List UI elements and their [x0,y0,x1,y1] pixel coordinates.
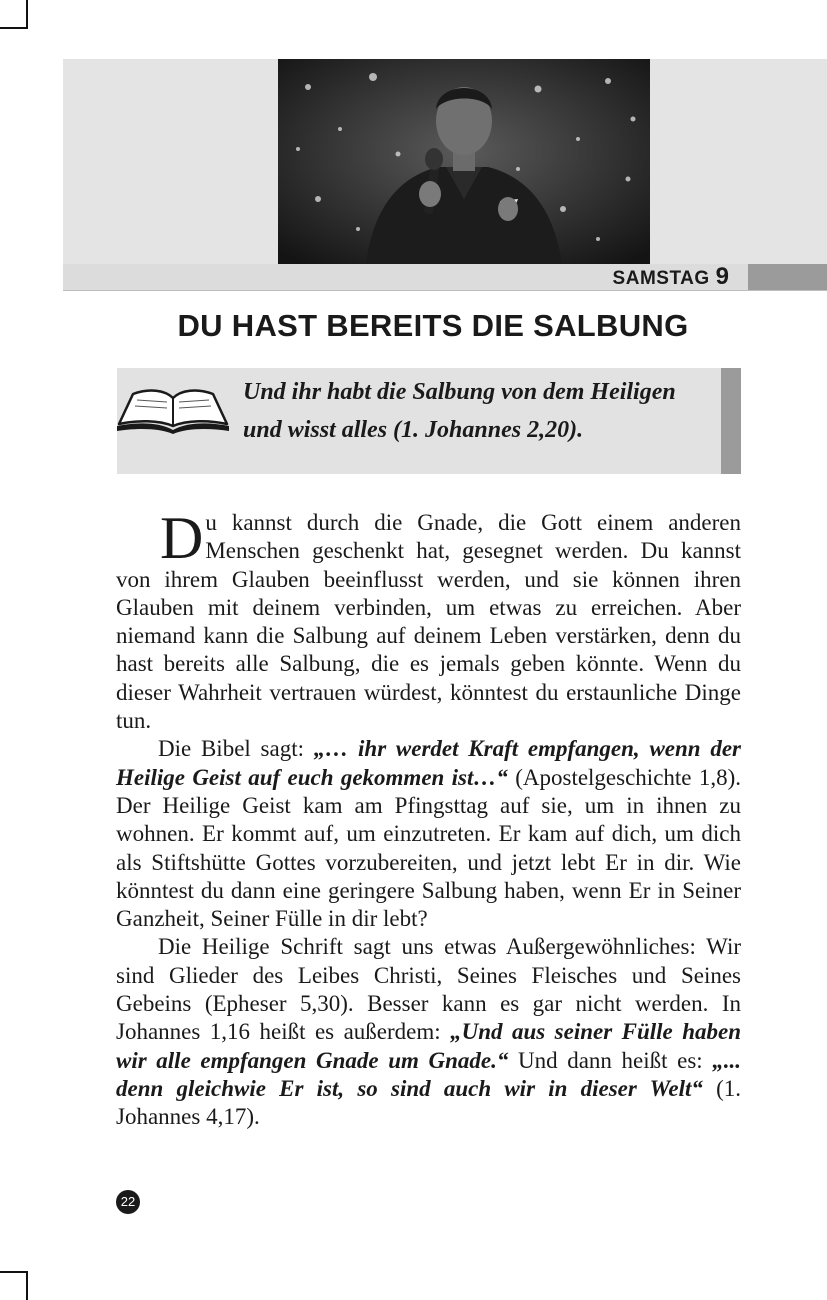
crop-mark-top-left-v [26,0,28,28]
day-number: 9 [715,263,729,290]
paragraph-3 [116,933,741,1131]
scripture-verse [243,373,718,449]
paragraph-2-text-a: Die Bibel sagt: [158,736,314,762]
paragraph-1 [116,505,741,735]
paragraph-2-text-b: (Apostelgeschichte 1,8). Der Heilige Geist kam am Pfingsttag auf sie, um in ihnen zu wohnen. Er kommt auf, um einzutreten. Er kam auf dich, um dich als Stiftshütte Gottes vorzubereiten, und jetzt lebt Er in dir. Wie könntest du dann eine geringere Salbung haben, wenn Er in Seiner Ganzheit, Seiner Fülle in dir lebt? [116,764,741,932]
day-accent-bar [748,264,827,290]
crop-mark-bottom-left-v [26,1272,28,1300]
paragraph-3-text-b: Und dann heißt es: [508,1047,713,1073]
open-book-icon [115,380,231,436]
paragraph-3-quote-1: „Und aus seiner Fülle haben wir alle empfangen Gnade um Gnade.“ [116,1019,741,1073]
header-rule [63,290,827,291]
devotional-body [116,505,742,1132]
day-label [613,262,729,292]
day-name: SAMSTAG [612,268,710,289]
paragraph-3-text-c: (1. Johannes 4,17). [116,1075,741,1130]
crop-mark-top-left-h [0,27,28,29]
drop-cap: D [160,505,204,571]
paragraph-1-text: u kannst durch die Gnade, die Gott einem anderen Menschen geschenkt hat, gesegnet werden. Du kannst von ihrem Glauben beeinflusst werden, und sie können ihren Glauben mit deinem verbinden, um etwas zu erreichen. Aber niemand kann die Salbung auf deinem Leben verstärken, denn du hast bereits alle Salbung, die es jemals geben könnte. Wenn du dieser Wahrheit vertrauen würdest, könntest du erstaunliche Dinge tun. [116,510,741,734]
paragraph-3-quote-2: „... denn gleichwie Er ist, so sind auch wir in dieser Welt“ [116,1047,742,1101]
paragraph-2 [116,735,741,933]
speaker-photo [278,59,650,264]
crop-mark-bottom-left-h [0,1271,28,1273]
paragraph-2-quote: „… ihr werdet Kraft empfangen, wenn der Heilige Geist auf euch gekommen ist…“ [116,736,741,790]
scripture-accent-bar [721,368,741,474]
scripture-line-2: und wisst alles (1. Johannes 2,20). [243,417,584,443]
speaker-photo-graphic [278,59,650,264]
page-number: 22 [116,1190,140,1214]
scripture-line-1: Und ihr habt die Salbung von dem Heiligen [243,379,676,405]
page-title: DU HAST BEREITS DIE SALBUNG [177,308,689,343]
paragraph-3-text-a: Die Heilige Schrift sagt uns etwas Außergewöhnliches: Wir sind Glieder des Leibes Christi, Seines Fleisches und Seines Gebeins (Epheser 5,30). Besser kann es gar nicht werden. In Johannes 1,16 heißt es außerdem: [116,934,741,1045]
